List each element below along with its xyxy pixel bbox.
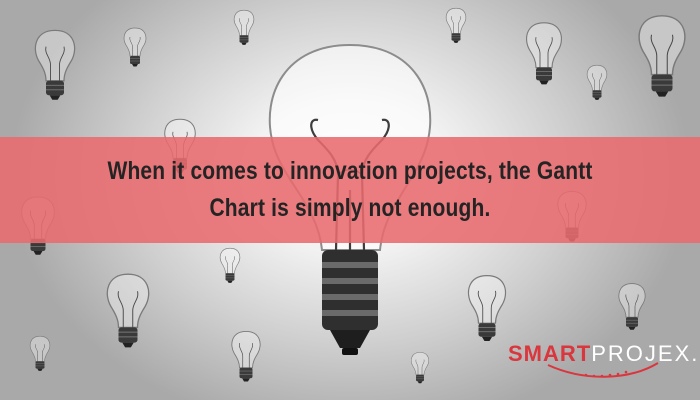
bulb-icon [446,8,466,43]
bulb-icon [234,10,254,45]
bulb-icon [124,28,146,67]
logo-part-smart: SMART [508,341,592,366]
bulb-icon [35,30,74,99]
logo-part-projex: PROJEX. [591,341,700,366]
headline-text: When it comes to innovation projects, the Gantt Chart is simply not enough. [107,157,593,222]
bulb-icon [30,336,50,371]
bulb-icon [232,331,260,381]
headline-banner [0,137,700,243]
bulb-icon [639,16,685,97]
bulb-icon [468,276,505,341]
bulb-icon [220,248,240,283]
smartprojex-logo [508,335,698,385]
bulb-icon [411,352,428,383]
bulb-icon [527,23,562,85]
bulb-icon [587,65,607,100]
bulb-icon [619,284,645,330]
bulb-icon [107,274,148,347]
